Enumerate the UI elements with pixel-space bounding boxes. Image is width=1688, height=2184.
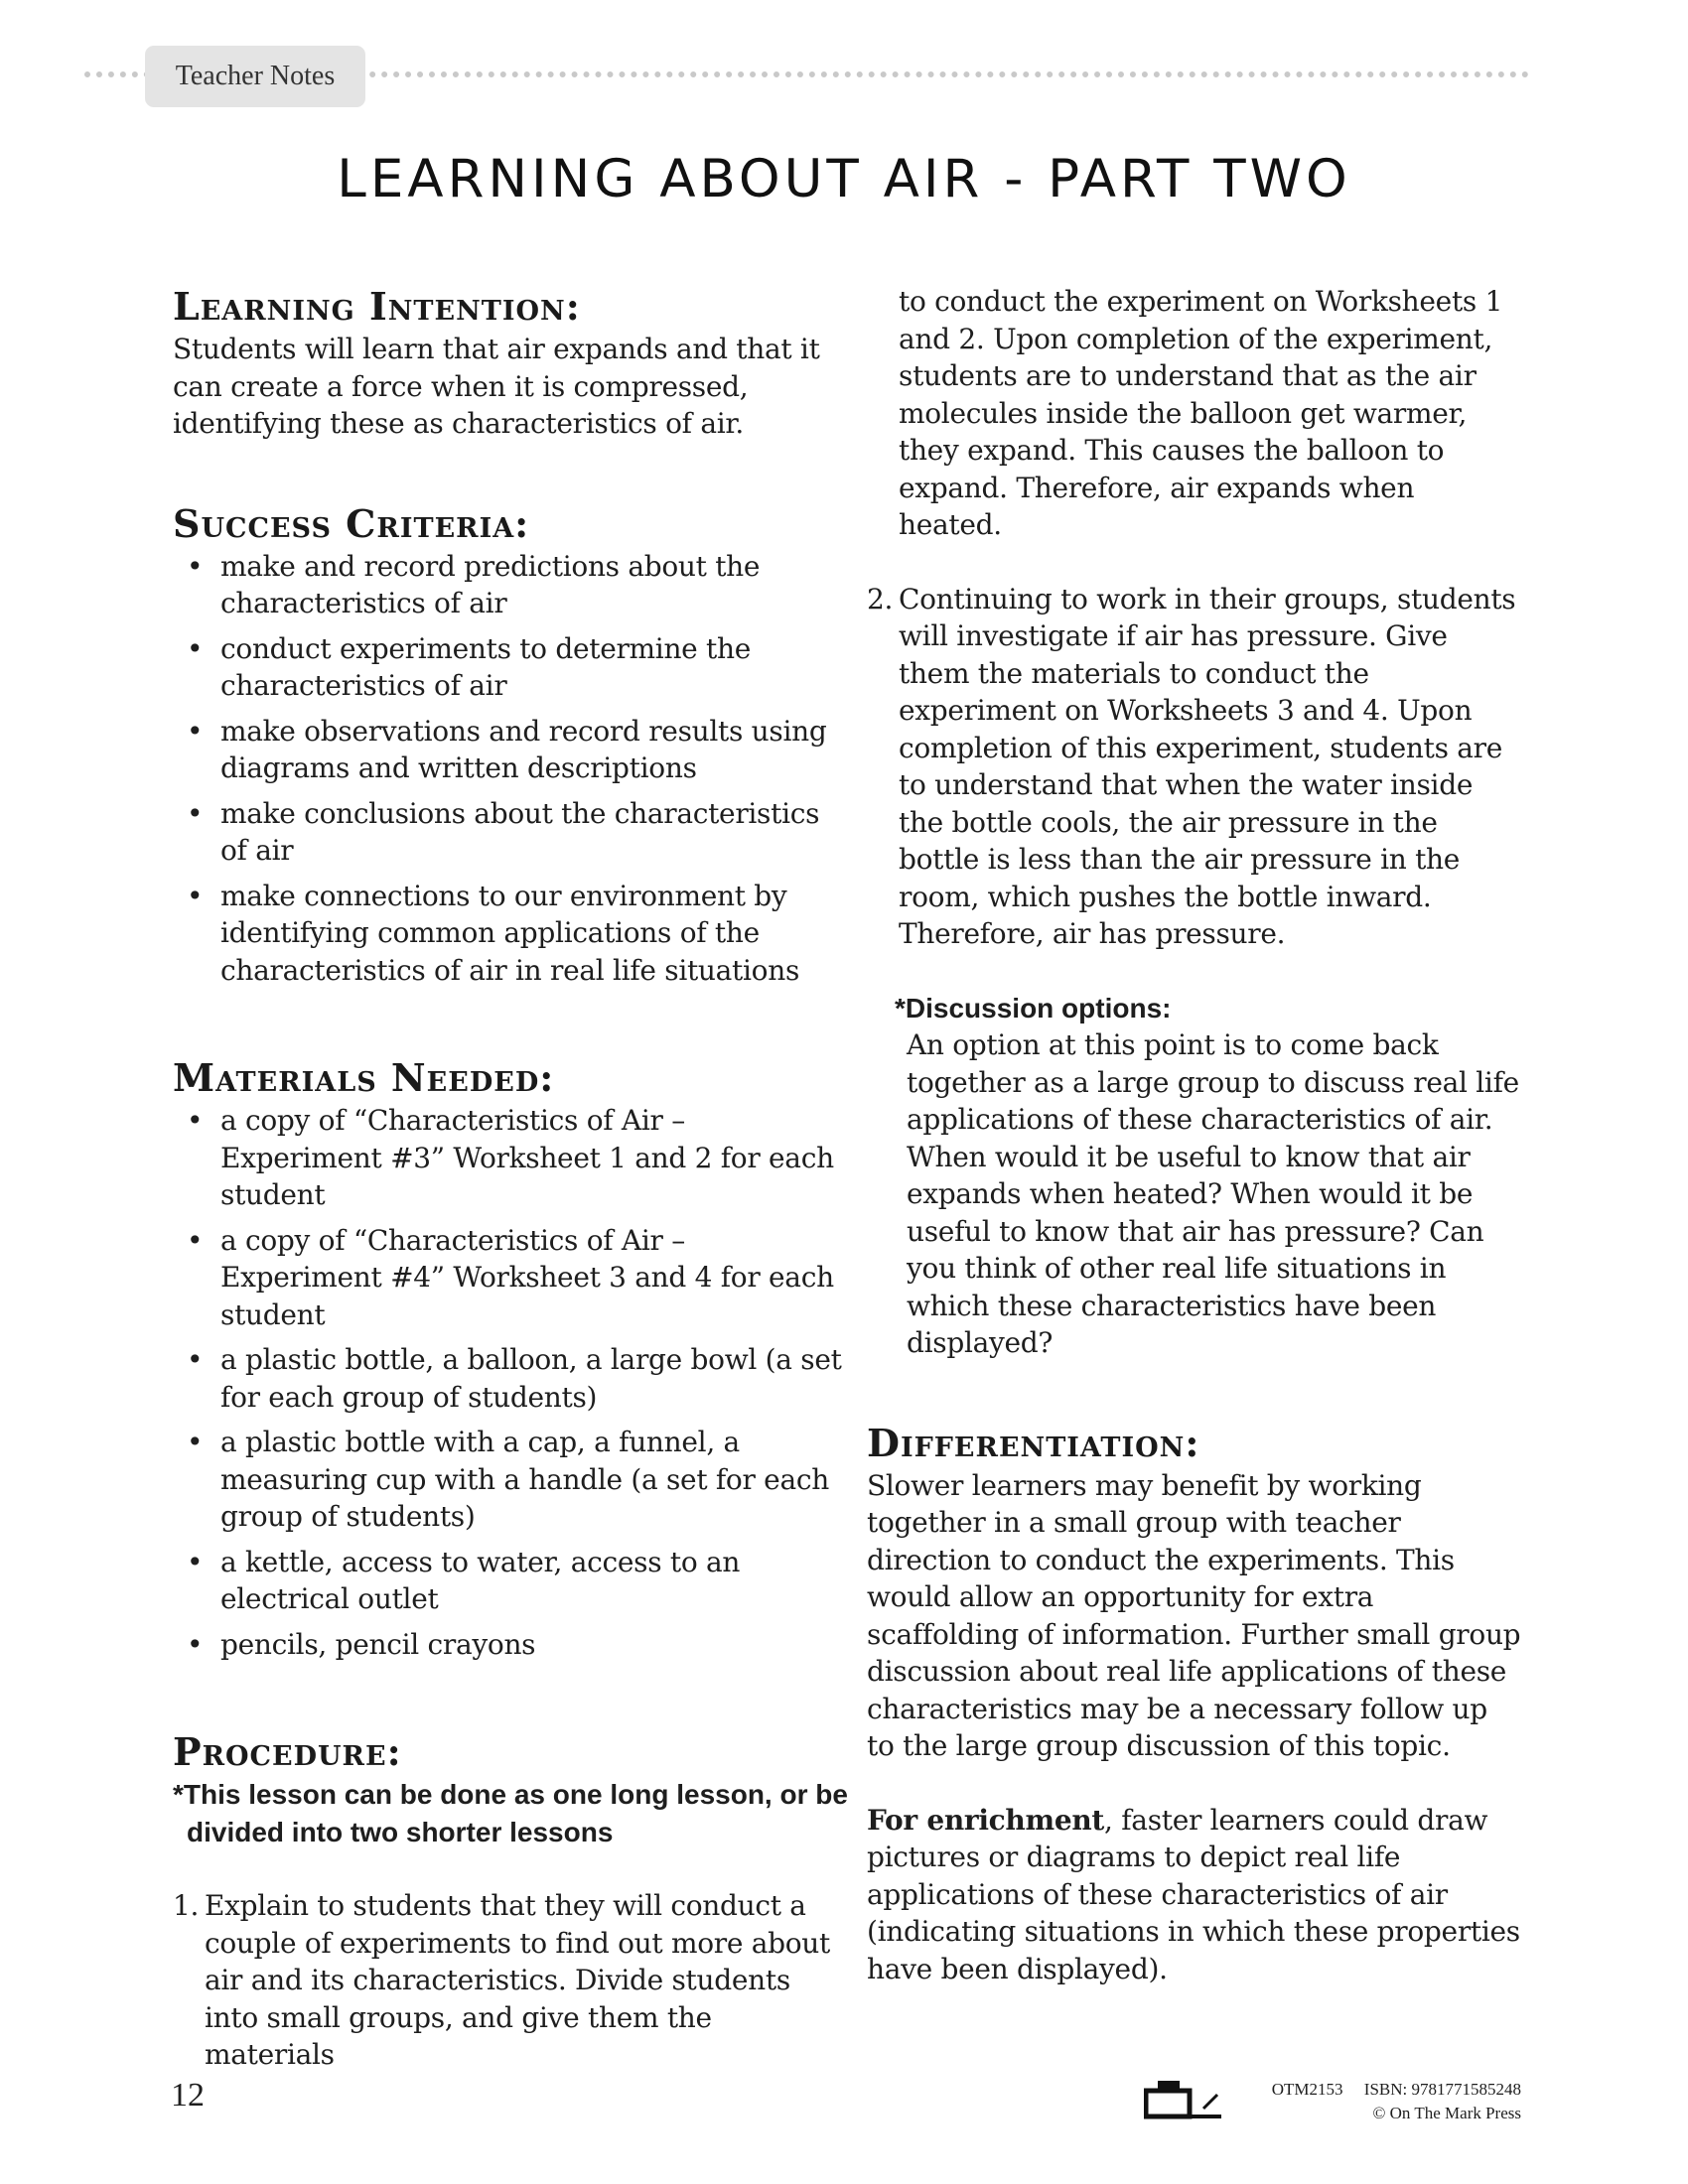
list-item: • make observations and record results using diagrams and written descriptions — [173, 713, 848, 787]
procedure-heading: Procedure: — [173, 1729, 402, 1774]
page-number: 12 — [171, 2077, 205, 2114]
footer-publisher-info — [1233, 2078, 1521, 2125]
step-number: 2. — [867, 582, 894, 615]
list-item: • a plastic bottle, a balloon, a large bowl (a set for each group of students) — [173, 1341, 848, 1416]
on-the-mark-press-logo-icon — [1144, 2079, 1227, 2126]
list-item: • a plastic bottle with a cap, a funnel, a measuring cup with a handle (a set for each group of students) — [173, 1424, 848, 1536]
list-item: • pencils, pencil crayons — [173, 1626, 848, 1664]
success-criteria-list — [173, 548, 848, 990]
enrichment-label: For enrichment — [867, 1803, 1105, 1837]
learning-intention-heading: Learning Intention: — [173, 284, 581, 329]
procedure-note: *This lesson can be done as one long lesson, or be divided into two shorter lessons — [173, 1779, 848, 1847]
step-text: Continuing to work in their groups, students will investigate if air has pressure. Give them the materials to conduct the experiment on Worksheets 3 and 4. Upon completion of this experiment, students are to understand that when the water inside the bottle cools, the air pressure in the bottle is less than the air pressure in the room, which pushes the bottle inward. Therefore, air has pressure. — [899, 582, 1516, 950]
list-item: • a copy of “Characteristics of Air – Experiment #4” Worksheet 3 and 4 for each student — [173, 1222, 848, 1334]
product-code-isbn: OTM2153 ISBN: 9781771585248 — [1271, 2080, 1521, 2099]
step-number: 1. — [173, 1889, 200, 1922]
procedure-step-1 — [173, 1887, 848, 2074]
differentiation-text: Slower learners may benefit by working together in a small group with teacher direction to conduct the experiments. This would allow an opportunity for extra scaffolding of information. Further small group discussion about real life applications of these characteristics may be a necessary follow up to the large group discussion of this topic. — [867, 1468, 1521, 1762]
step-text: Explain to students that they will conduct a couple of experiments to find out more about air and its characteristics. Divide students into small groups, and give them the materials — [205, 1889, 830, 2071]
teacher-notes-tab: Teacher Notes — [145, 46, 365, 107]
differentiation-heading: Differentiation: — [867, 1420, 1200, 1465]
procedure-step-1-continued: to conduct the experiment on Worksheets 1 and 2. Upon completion of the experiment, students are to understand that as the air molecules inside the balloon get warmer, they expand. This causes the balloon to expand. Therefore, air expands when heated. — [899, 285, 1503, 541]
procedure-step-2 — [867, 581, 1522, 953]
enrichment-body: , faster learners could draw pictures or diagrams to depict real life applications of these characteristics of air (indicating situations in which these properties have been displayed). — [867, 1803, 1520, 1985]
materials-needed-heading: Materials Needed: — [173, 1055, 555, 1100]
list-item: • conduct experiments to determine the characteristics of air — [173, 630, 848, 705]
list-item: • make connections to our environment by identifying common applications of the characteristics of air in real life situations — [173, 878, 848, 990]
right-column — [867, 283, 1522, 1987]
copyright: © On The Mark Press — [1372, 2104, 1521, 2122]
enrichment-text — [867, 1802, 1522, 1988]
learning-intention-text: Students will learn that air expands and that it can create a force when it is compressed, identifying these as characteristics of air. — [173, 333, 820, 440]
list-item: • make and record predictions about the characteristics of air — [173, 548, 848, 622]
list-item: • a copy of “Characteristics of Air – Experiment #3” Worksheet 1 and 2 for each student — [173, 1102, 848, 1214]
page-title: LEARNING ABOUT AIR - PART TWO — [337, 149, 1351, 209]
materials-list — [173, 1102, 848, 1663]
list-item: • a kettle, access to water, access to an electrical outlet — [173, 1544, 848, 1618]
discussion-options-text: An option at this point is to come back together as a large group to discuss real life applications of these characteristics of air. When would it be useful to know that air expands when heated? When would it be useful to know that air has pressure? Can you think of other real life situations in which these characteristics have been displayed? — [907, 1028, 1519, 1359]
success-criteria-heading: Success Criteria: — [173, 500, 530, 546]
discussion-options-heading: *Discussion options: — [895, 992, 1172, 1024]
list-item: • make conclusions about the characteristics of air — [173, 795, 848, 870]
left-column — [173, 283, 848, 2074]
